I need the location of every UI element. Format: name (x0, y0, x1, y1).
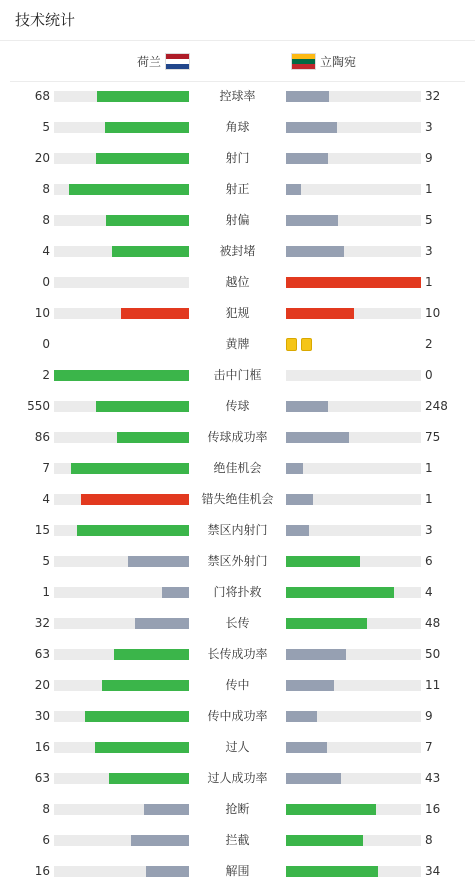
home-value: 7 (42, 461, 50, 475)
stat-row (0, 639, 475, 670)
stat-row (0, 608, 475, 639)
away-bar-track (286, 122, 421, 133)
away-bar-fill (286, 587, 394, 598)
home-value: 10 (34, 306, 50, 320)
home-bar-track (54, 308, 189, 319)
away-value: 34 (425, 864, 441, 878)
stat-label: 射正 (225, 182, 250, 196)
away-value: 5 (425, 213, 433, 227)
home-bar-fill (114, 649, 189, 660)
away-bar-fill (286, 649, 346, 660)
home-bar-track (54, 618, 189, 629)
away-bar-fill (286, 246, 344, 257)
home-bar-fill (131, 835, 189, 846)
home-value: 15 (34, 523, 50, 537)
stat-label: 射偏 (225, 213, 250, 227)
stat-label: 越位 (225, 275, 250, 289)
home-bar-fill (95, 742, 189, 753)
home-bar-track (54, 835, 189, 846)
away-value: 248 (425, 399, 448, 413)
away-bar-track (286, 153, 421, 164)
home-bar-track (54, 122, 189, 133)
away-bar-fill (286, 122, 337, 133)
home-value: 20 (34, 151, 50, 165)
home-bar-fill (117, 432, 189, 443)
away-bar-track (286, 463, 421, 474)
away-bar-track (286, 215, 421, 226)
home-bar-track (54, 463, 189, 474)
stat-label: 传中 (225, 678, 250, 692)
stat-row (0, 515, 475, 546)
stat-row (0, 453, 475, 484)
stat-row (0, 422, 475, 453)
away-value: 3 (425, 244, 433, 258)
stat-row (0, 794, 475, 825)
away-value: 10 (425, 306, 441, 320)
stat-row (0, 329, 475, 360)
home-value: 30 (34, 709, 50, 723)
home-bar-fill (97, 91, 189, 102)
stat-label: 被封堵 (219, 244, 256, 258)
home-value: 6 (42, 833, 50, 847)
away-bar-track (286, 494, 421, 505)
home-bar-track (54, 370, 189, 381)
away-team-name: 立陶宛 (320, 55, 357, 69)
home-bar-track (54, 866, 189, 877)
stat-label: 犯规 (225, 306, 250, 320)
home-value: 32 (34, 616, 50, 630)
away-bar-fill (286, 184, 301, 195)
away-value: 32 (425, 89, 441, 103)
stat-row (0, 391, 475, 422)
away-value: 8 (425, 833, 433, 847)
away-bar-fill (286, 308, 354, 319)
home-value: 8 (42, 802, 50, 816)
home-bar-fill (96, 153, 189, 164)
stat-label: 传球 (225, 399, 250, 413)
home-value: 1 (42, 585, 50, 599)
away-value: 3 (425, 523, 433, 537)
away-bar-fill (286, 432, 349, 443)
away-bar-fill (286, 866, 378, 877)
stat-label: 绝佳机会 (213, 461, 262, 475)
home-bar-fill (144, 804, 189, 815)
away-bar-fill (286, 680, 334, 691)
home-bar-fill (96, 401, 189, 412)
away-bar-track (286, 525, 421, 536)
stat-row (0, 81, 475, 112)
away-value: 50 (425, 647, 441, 661)
home-value: 5 (42, 120, 50, 134)
stat-row (0, 670, 475, 701)
away-value: 1 (425, 492, 433, 506)
home-bar-fill (128, 556, 189, 567)
home-bar-track (54, 432, 189, 443)
home-bar-track (54, 494, 189, 505)
away-bar-fill (286, 277, 421, 288)
home-bar-track (54, 246, 189, 257)
home-bar-fill (54, 370, 189, 381)
home-value: 20 (34, 678, 50, 692)
away-value: 75 (425, 430, 441, 444)
home-bar-track (54, 711, 189, 722)
away-value: 16 (425, 802, 441, 816)
netherlands-flag-icon (165, 53, 190, 70)
stat-label: 禁区外射门 (207, 554, 268, 568)
stat-row (0, 112, 475, 143)
away-value: 1 (425, 461, 433, 475)
home-value: 16 (34, 864, 50, 878)
away-value: 43 (425, 771, 441, 785)
home-bar-track (54, 401, 189, 412)
lithuania-flag-icon (291, 53, 316, 70)
home-value: 86 (34, 430, 50, 444)
away-bar-fill (286, 835, 363, 846)
away-bar-fill (286, 525, 309, 536)
home-value: 4 (42, 244, 50, 258)
page-title: 技术统计 (15, 11, 76, 29)
home-bar-fill (71, 463, 189, 474)
stat-label: 抢断 (225, 802, 250, 816)
away-bar-track (286, 184, 421, 195)
away-yellow-cards (286, 338, 312, 351)
home-bar-fill (109, 773, 189, 784)
home-bar-track (54, 773, 189, 784)
away-value: 9 (425, 151, 433, 165)
away-bar-track (286, 308, 421, 319)
stat-label: 长传 (225, 616, 250, 630)
away-bar-fill (286, 618, 367, 629)
away-bar-track (286, 866, 421, 877)
home-bar-fill (77, 525, 189, 536)
home-value: 0 (42, 275, 50, 289)
away-bar-track (286, 773, 421, 784)
home-bar-track (54, 556, 189, 567)
away-bar-track (286, 649, 421, 660)
home-value: 550 (27, 399, 50, 413)
stat-label: 长传成功率 (207, 647, 268, 661)
stat-row (0, 701, 475, 732)
away-bar-fill (286, 153, 328, 164)
home-bar-track (54, 804, 189, 815)
stat-row (0, 732, 475, 763)
away-value: 6 (425, 554, 433, 568)
home-value: 2 (42, 368, 50, 382)
home-bar-fill (162, 587, 189, 598)
yellow-card-icon (301, 338, 312, 351)
away-bar-track (286, 432, 421, 443)
stat-row (0, 856, 475, 887)
home-bar-track (54, 184, 189, 195)
away-bar-fill (286, 215, 338, 226)
stat-label: 角球 (225, 120, 250, 134)
away-bar-fill (286, 494, 313, 505)
away-value: 48 (425, 616, 441, 630)
home-value: 4 (42, 492, 50, 506)
away-bar-fill (286, 742, 327, 753)
home-value: 63 (34, 771, 50, 785)
home-value: 5 (42, 554, 50, 568)
stat-row (0, 298, 475, 329)
away-bar-fill (286, 401, 328, 412)
stat-label: 解围 (225, 864, 250, 878)
away-bar-fill (286, 773, 341, 784)
stat-label: 传中成功率 (207, 709, 268, 723)
home-bar-fill (102, 680, 189, 691)
stat-row (0, 484, 475, 515)
stat-row (0, 360, 475, 391)
home-bar-fill (69, 184, 189, 195)
home-bar-track (54, 277, 189, 288)
away-value: 7 (425, 740, 433, 754)
away-bar-track (286, 742, 421, 753)
home-bar-track (54, 649, 189, 660)
header-divider (0, 40, 475, 41)
home-bar-track (54, 680, 189, 691)
stat-label: 射门 (225, 151, 250, 165)
home-bar-track (54, 587, 189, 598)
home-bar-fill (105, 122, 189, 133)
stat-row (0, 143, 475, 174)
stat-row (0, 577, 475, 608)
away-bar-track (286, 246, 421, 257)
home-bar-track (54, 215, 189, 226)
away-bar-track (286, 711, 421, 722)
away-value: 4 (425, 585, 433, 599)
away-bar-track (286, 401, 421, 412)
home-bar-track (54, 91, 189, 102)
away-bar-fill (286, 556, 360, 567)
stat-label: 拦截 (225, 833, 250, 847)
away-bar-track (286, 587, 421, 598)
home-bar-track (54, 525, 189, 536)
away-bar-track (286, 804, 421, 815)
away-value: 3 (425, 120, 433, 134)
away-bar-track (286, 618, 421, 629)
yellow-card-icon (286, 338, 297, 351)
stat-label: 控球率 (219, 89, 256, 103)
away-bar-track (286, 277, 421, 288)
home-bar-fill (121, 308, 189, 319)
home-bar-fill (135, 618, 189, 629)
away-bar-track (286, 370, 421, 381)
away-bar-fill (286, 91, 329, 102)
stat-label: 传球成功率 (207, 430, 268, 444)
stat-row (0, 825, 475, 856)
away-bar-track (286, 556, 421, 567)
home-value: 8 (42, 213, 50, 227)
away-team (291, 53, 356, 70)
home-bar-fill (112, 246, 189, 257)
stat-row (0, 546, 475, 577)
stat-label: 过人成功率 (207, 771, 268, 785)
home-value: 8 (42, 182, 50, 196)
away-value: 1 (425, 182, 433, 196)
stat-row (0, 236, 475, 267)
away-value: 1 (425, 275, 433, 289)
home-value: 16 (34, 740, 50, 754)
home-bar-fill (85, 711, 189, 722)
stat-row (0, 267, 475, 298)
away-bar-track (286, 91, 421, 102)
stat-row (0, 205, 475, 236)
stat-row (0, 174, 475, 205)
away-bar-fill (286, 463, 303, 474)
away-value: 2 (425, 337, 433, 351)
home-value: 0 (42, 337, 50, 351)
stat-label: 错失绝佳机会 (201, 492, 274, 506)
stat-label: 禁区内射门 (207, 523, 268, 537)
away-bar-fill (286, 804, 376, 815)
home-bar-fill (146, 866, 189, 877)
away-bar-track (286, 835, 421, 846)
stat-label: 过人 (225, 740, 250, 754)
away-bar-fill (286, 711, 317, 722)
away-value: 11 (425, 678, 441, 692)
home-bar-fill (106, 215, 189, 226)
away-value: 0 (425, 368, 433, 382)
stat-label: 门将扑救 (213, 585, 262, 599)
home-bar-track (54, 153, 189, 164)
away-value: 9 (425, 709, 433, 723)
stat-label: 黄牌 (225, 337, 250, 351)
away-bar-track (286, 680, 421, 691)
home-bar-fill (81, 494, 189, 505)
home-bar-track (54, 742, 189, 753)
home-value: 63 (34, 647, 50, 661)
stat-row (0, 763, 475, 794)
stat-label: 击中门框 (213, 368, 262, 382)
home-team (137, 53, 190, 70)
home-value: 68 (34, 89, 50, 103)
home-team-name: 荷兰 (136, 55, 161, 69)
